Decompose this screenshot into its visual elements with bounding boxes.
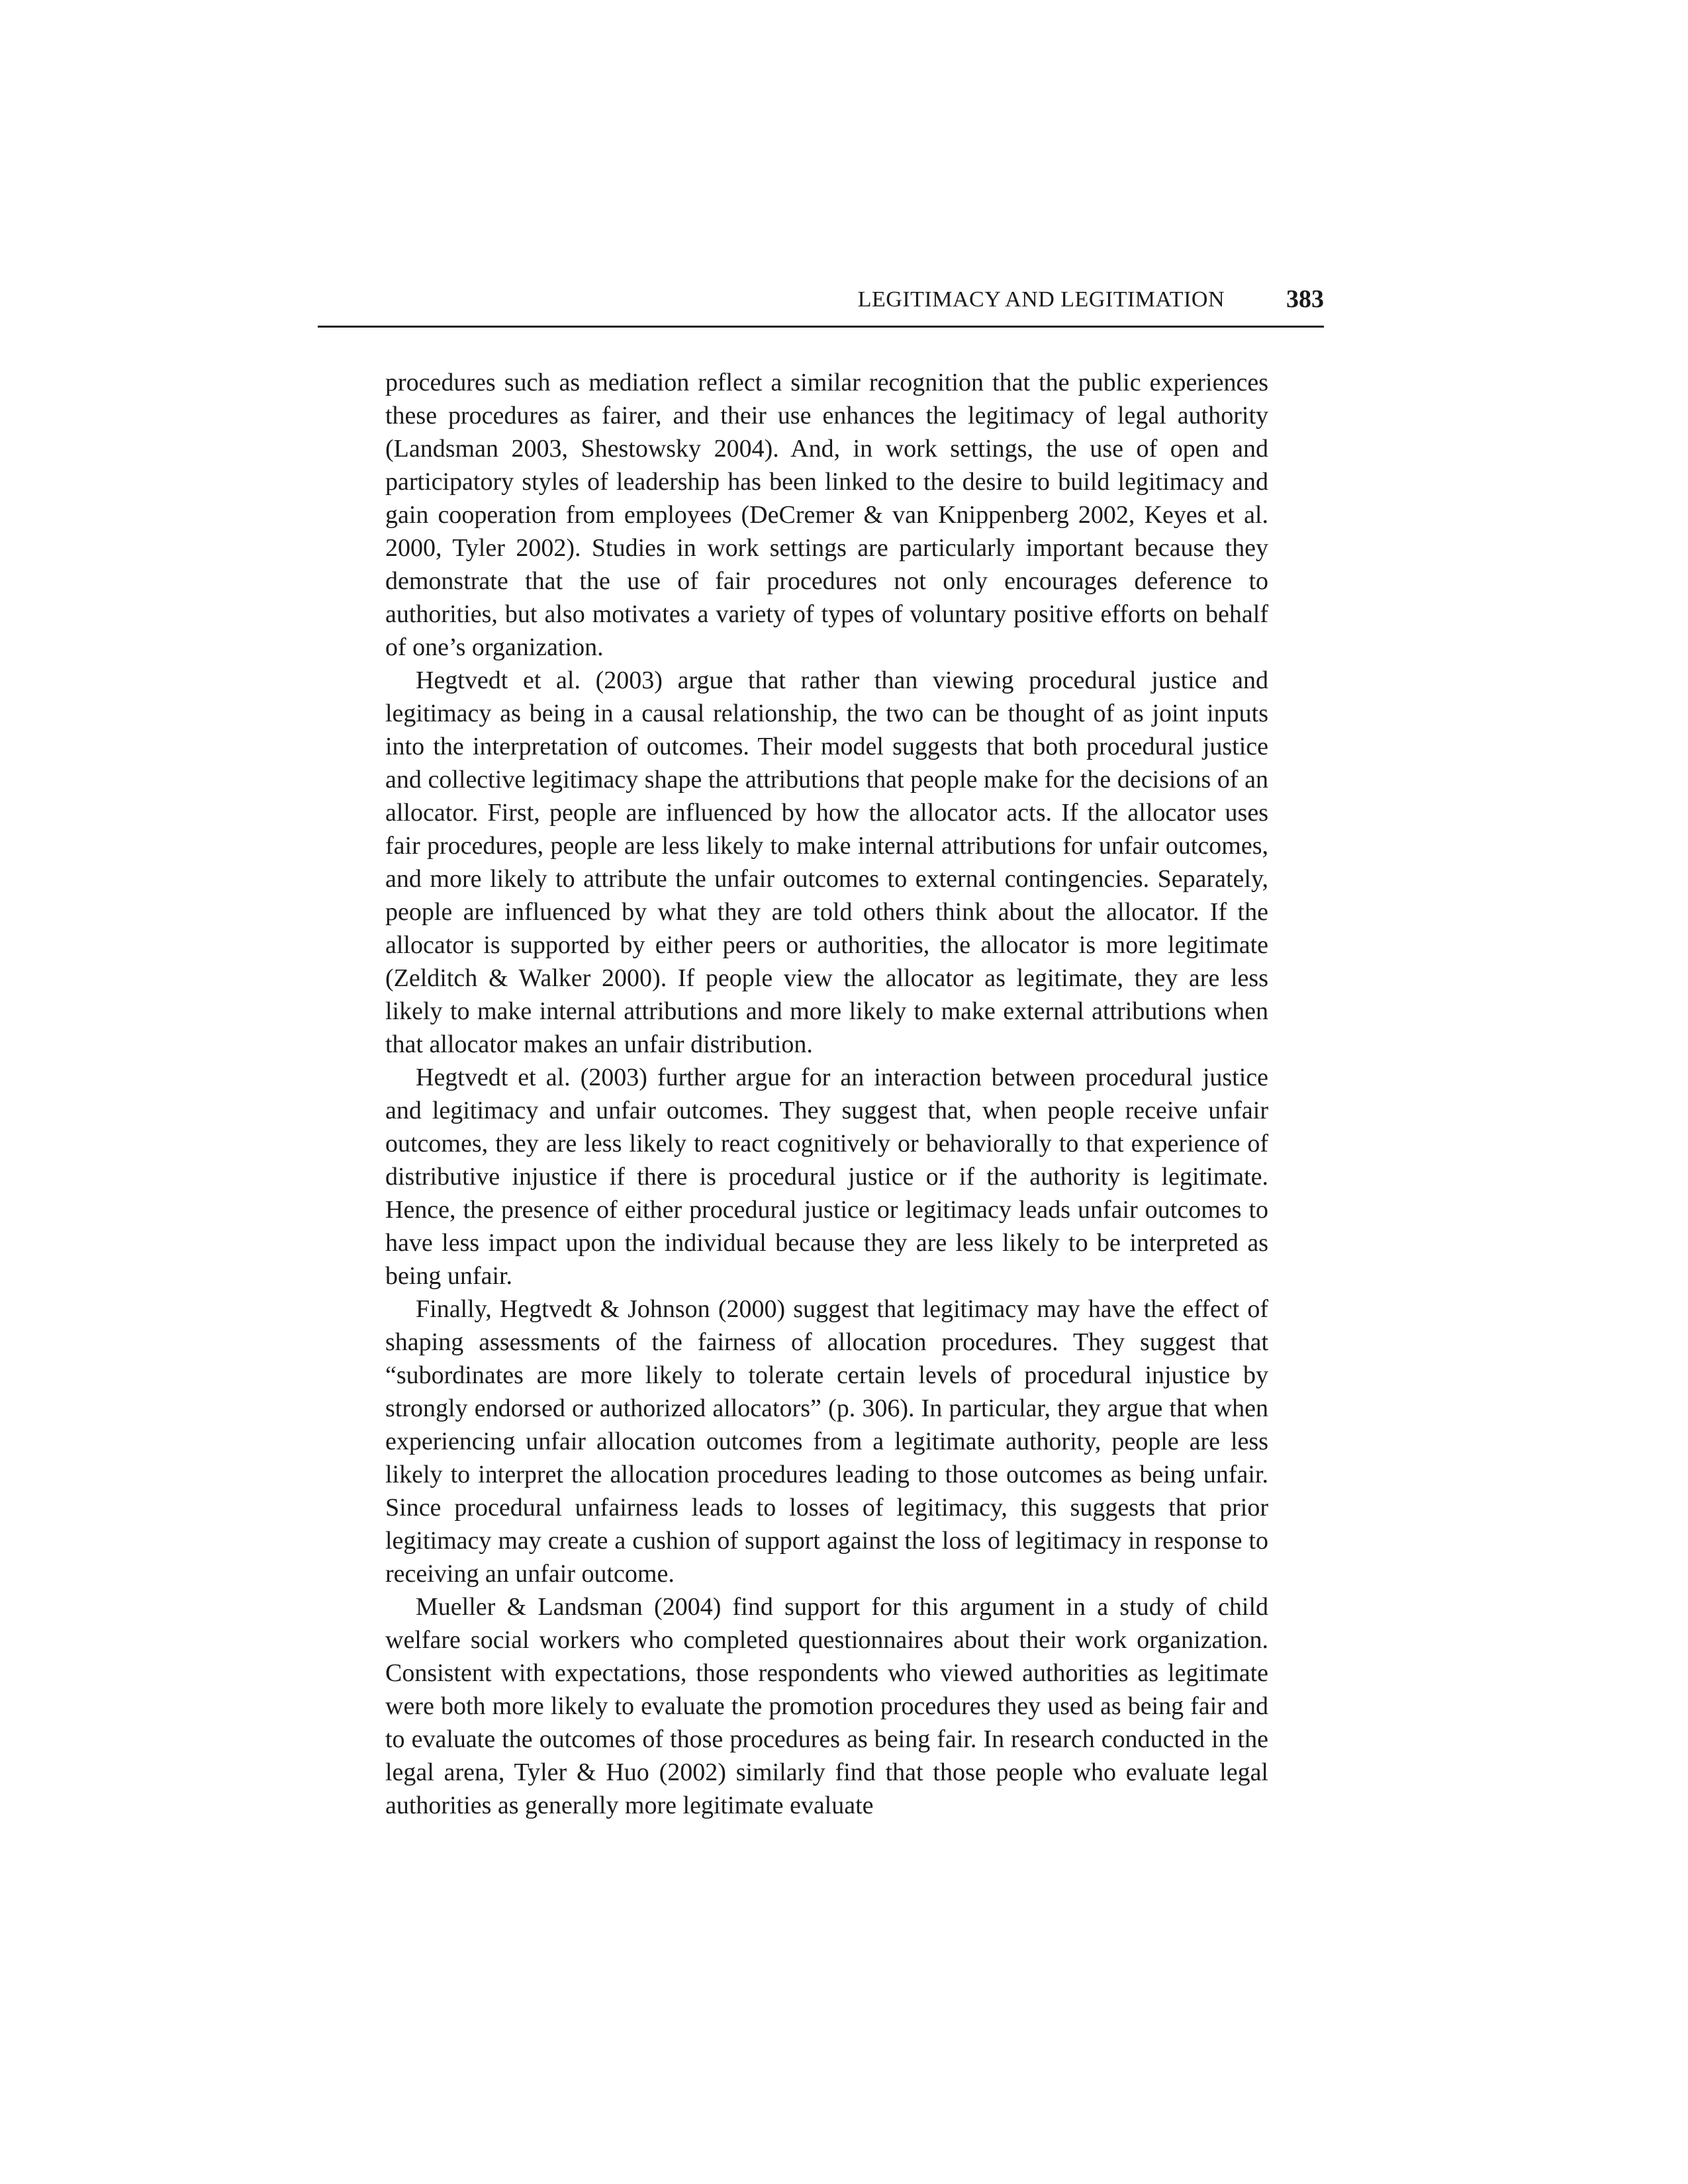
running-title: LEGITIMACY AND LEGITIMATION	[857, 287, 1225, 312]
page-number: 383	[1286, 285, 1324, 313]
body-text	[385, 366, 1268, 1822]
paragraph-3: Hegtvedt et al. (2003) further argue for an interaction between procedural justice and legitimacy and unfair outcomes. They suggest that, when people receive unfair outcomes, they are less likely to react cognitively or behaviorally to that experience of distributive injustice if there is procedural justice or if the authority is legitimate. Hence, the presence of either procedural justice or legitimacy leads unfair outcomes to have less impact upon the individual because they are less likely to be interpreted as being unfair.	[385, 1064, 1268, 1290]
paragraph-5: Mueller & Landsman (2004) find support for this argument in a study of child welfare social workers who completed questionnaires about their work organization. Consistent with expectations, those respondents who viewed authorities as legitimate were both more likely to evaluate the promotion procedures they used as being fair and to evaluate the outcomes of those procedures as being fair. In research conducted in the legal arena, Tyler & Huo (2002) similarly find that those people who evaluate legal authorities as generally more legitimate evaluate	[385, 1593, 1268, 1819]
paragraph-1: procedures such as mediation reflect a similar recognition that the public experiences these procedures as fairer, and their use enhances the legitimacy of legal authority (Landsman 2003, Shestowsky 2004). And, in work settings, the use of open and participatory styles of leadership has been linked to the desire to build legitimacy and gain cooperation from employees (DeCremer & van Knippenberg 2002, Keyes et al. 2000, Tyler 2002). Studies in work settings are particularly important because they demonstrate that the use of fair procedures not only encourages deference to authorities, but also motivates a variety of types of voluntary positive efforts on behalf of one’s organization.	[385, 369, 1268, 661]
paragraph-4: Finally, Hegtvedt & Johnson (2000) suggest that legitimacy may have the effect of shaping assessments of the fairness of allocation procedures. They suggest that “subordinates are more likely to tolerate certain levels of procedural injustice by strongly endorsed or authorized allocators” (p. 306). In particular, they argue that when experiencing unfair allocation outcomes from a legitimate authority, people are less likely to interpret the allocation procedures leading to those outcomes as being unfair. Since procedural unfairness leads to losses of legitimacy, this suggests that prior legitimacy may create a cushion of support against the loss of legitimacy in response to receiving an unfair outcome.	[385, 1295, 1268, 1588]
running-header	[318, 283, 1324, 328]
paragraph-2: Hegtvedt et al. (2003) argue that rather than viewing procedural justice and legitimacy as being in a causal relationship, the two can be thought of as joint inputs into the interpretation of outcomes. Their model suggests that both procedural justice and collective legitimacy shape the attributions that people make for the decisions of an allocator. First, people are influenced by how the allocator acts. If the allocator uses fair procedures, people are less likely to make internal attributions for unfair outcomes, and more likely to attribute the unfair outcomes to external contingencies. Separately, people are influenced by what they are told others think about the allocator. If the allocator is supported by either peers or authorities, the allocator is more legitimate (Zelditch & Walker 2000). If people view the allocator as legitimate, they are less likely to make internal attributions and more likely to make external attributions when that allocator makes an unfair distribution.	[385, 666, 1268, 1058]
